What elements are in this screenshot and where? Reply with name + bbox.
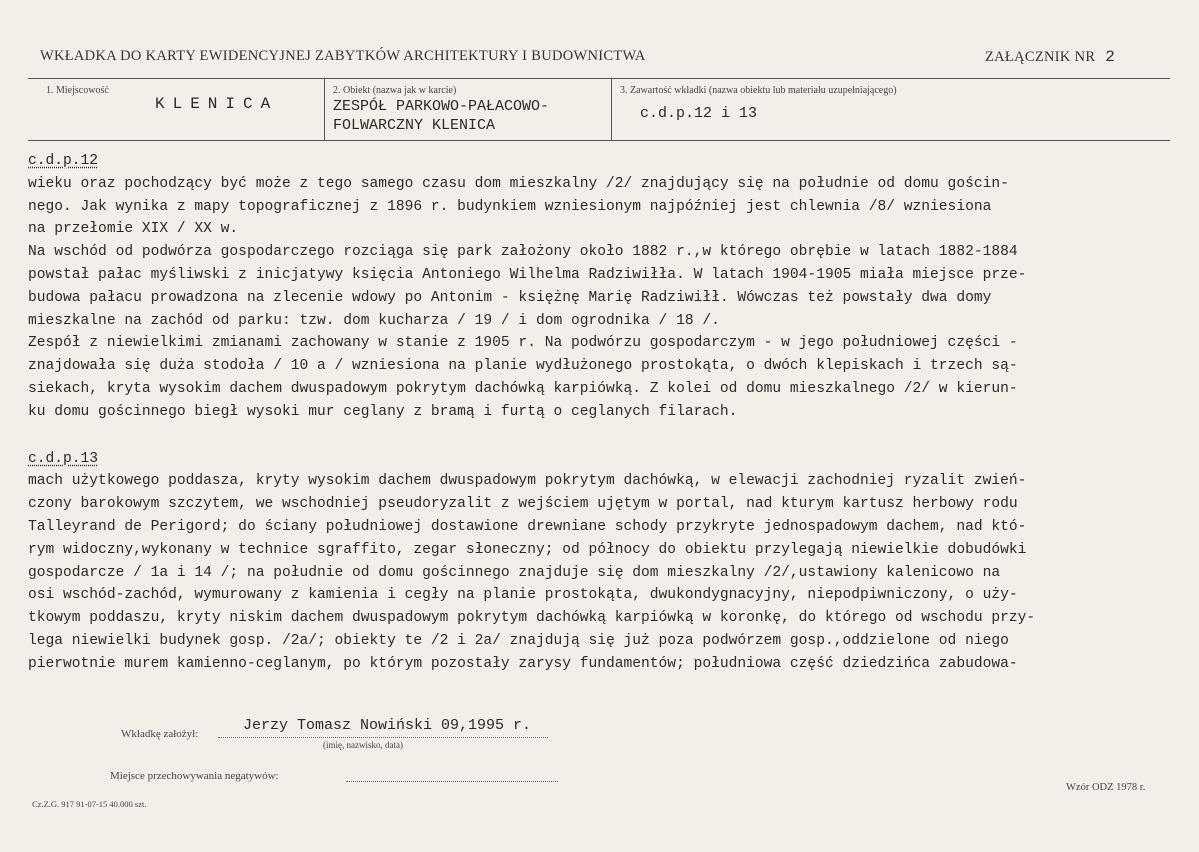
attachment-number: 2 [1105,48,1116,66]
form-version: Wzór ODZ 1978 r. [1066,782,1146,793]
field-2-label: 2. Obiekt (nazwa jak w karcie) [333,85,457,96]
negatives-label: Miejsce przechowywania negatywów: [110,770,279,782]
text-line: znajdowała się duża stodoła / 10 a / wzniesiona na planie wydłużonego prostokąta, o dwóch klepiskach i trzech są- [28,358,1018,375]
text-line: na przełomie XIX / XX w. [28,221,239,238]
author-value: Jerzy Tomasz Nowiński 09,1995 r. [243,717,532,734]
negatives-dotted-line [346,781,558,782]
text-line: lega niewielki budynek gosp. /2a/; obiekty te /2 i 2a/ znajdują się już poza podwórzem gosp.,oddzielone od niego [28,632,1009,649]
text-line: Talleyrand de Perigord; do ściany południowej dostawione drewniane schody przykryte jednospadowym dachem, nad któ- [28,518,1027,535]
text-line: budowa pałacu prowadzona na zlecenie wdowy po Antonim - księżnę Marię Radziwiłł. Wówczas też powstały dwa domy [28,289,992,306]
text-line: wieku oraz pochodzący być może z tego samego czasu dom mieszkalny /2/ znajdujący się na południe od domu gościn- [28,175,1009,192]
section-ref-13: c.d.p.13 [28,450,99,467]
attachment-label: ZAŁĄCZNIK NR [985,49,1096,65]
document-title: WKŁADKA DO KARTY EWIDENCYJNEJ ZABYTKÓW ARCHITEKTURY I BUDOWNICTWA [40,48,646,64]
field-divider-1 [324,78,325,140]
field-2-value: ZESPÓŁ PARKOWO-PAŁACOWO- FOLWARCZNY KLENICA [333,98,550,134]
text-line: czony barokowym szczytem, we wschodniej pseudoryzalit z wejściem ujętym w portal, nad kturym kartusz herbowy rodu [28,496,1018,513]
field-3-value: c.d.p.12 i 13 [640,105,758,122]
content-body [28,150,1193,676]
text-line: mieszkalne na zachód od parku: tzw. dom kucharza / 19 / i dom ogrodnika / 18 /. [28,312,720,329]
text-line: rym widoczny,wykonany w technice sgraffito, zegar słoneczny; od północy do obiektu przylegają niewielkie dobudówki [28,541,1027,558]
text-line: osi wschód-zachód, wymurowany z kamienia i cegły na planie prostokąta, dwukondygnacyjny, niepodpiwniczony, o uży- [28,587,1018,604]
field-divider-2 [611,78,612,140]
text-line: Na wschód od podwórza gospodarczego rozciąga się park założony około 1882 r.,w którego obrębie w latach 1882-1884 [28,244,1018,261]
text-line: tkowym poddaszu, kryty niskim dachem dwuspadowym pokrytym dachówką karpiówką w koronkę, do którego od wschodu przy- [28,610,1036,627]
text-line: gospodarcze / 1a i 14 /; na południe od domu gościnnego znajduje się dom mieszkalny /2/,ustawiony kalenicowo na [28,564,1001,581]
field-3-label: 3. Zawartość wkładki (nazwa obiektu lub materiału uzupełniającego) [620,85,897,96]
section-ref-12: c.d.p.12 [28,153,99,169]
text-line: mach użytkowego poddasza, kryty wysokim dachem dwuspadowym pokrytym dachówką, w elewacji zachodniej ryzalit zwień- [28,473,1027,490]
field-1-value: KLENICA [155,95,279,113]
text-line: siekach, kryta wysokim dachem dwuspadowym pokrytym dachówką karpiówką. Z kolei od domu mieszkalnego /2/ w kierun- [28,380,1018,397]
header-top-rule [28,78,1170,79]
section-gap [28,424,1193,448]
attachment-label-group [985,48,1115,66]
header-bottom-rule [28,140,1170,141]
text-line: pierwotnie murem kamienno-ceglanym, po którym pozostały zarysy fundamentów; południowa część dziedzińca zabudowa- [28,655,1018,672]
print-info: Cz.Z.G. 917 91-07-15 40.000 szt. [32,799,147,809]
text-line: ku domu gościnnego biegł wysoki mur ceglany z bramą i furtą o ceglanych filarach. [28,403,738,420]
author-caption: (imię, nazwisko, data) [323,740,403,750]
field-1-label: 1. Miejscowość [46,85,109,96]
text-line: powstał pałac myśliwski z inicjatywy księcia Antoniego Wilhelma Radziwiłła. W latach 1904-1905 miała miejsce prze- [28,266,1027,283]
author-label: Wkładkę założył: [121,728,199,740]
author-dotted-line [218,737,548,738]
text-line: Zespół z niewielkimi zmianami zachowany w stanie z 1905 r. Na podwórzu gospodarczym - w jego południowej części - [28,335,1018,352]
text-line: nego. Jak wynika z mapy topograficznej z 1896 r. budynkiem wzniesionym najpóźniej jest chlewnia /8/ wzniesiona [28,198,992,215]
